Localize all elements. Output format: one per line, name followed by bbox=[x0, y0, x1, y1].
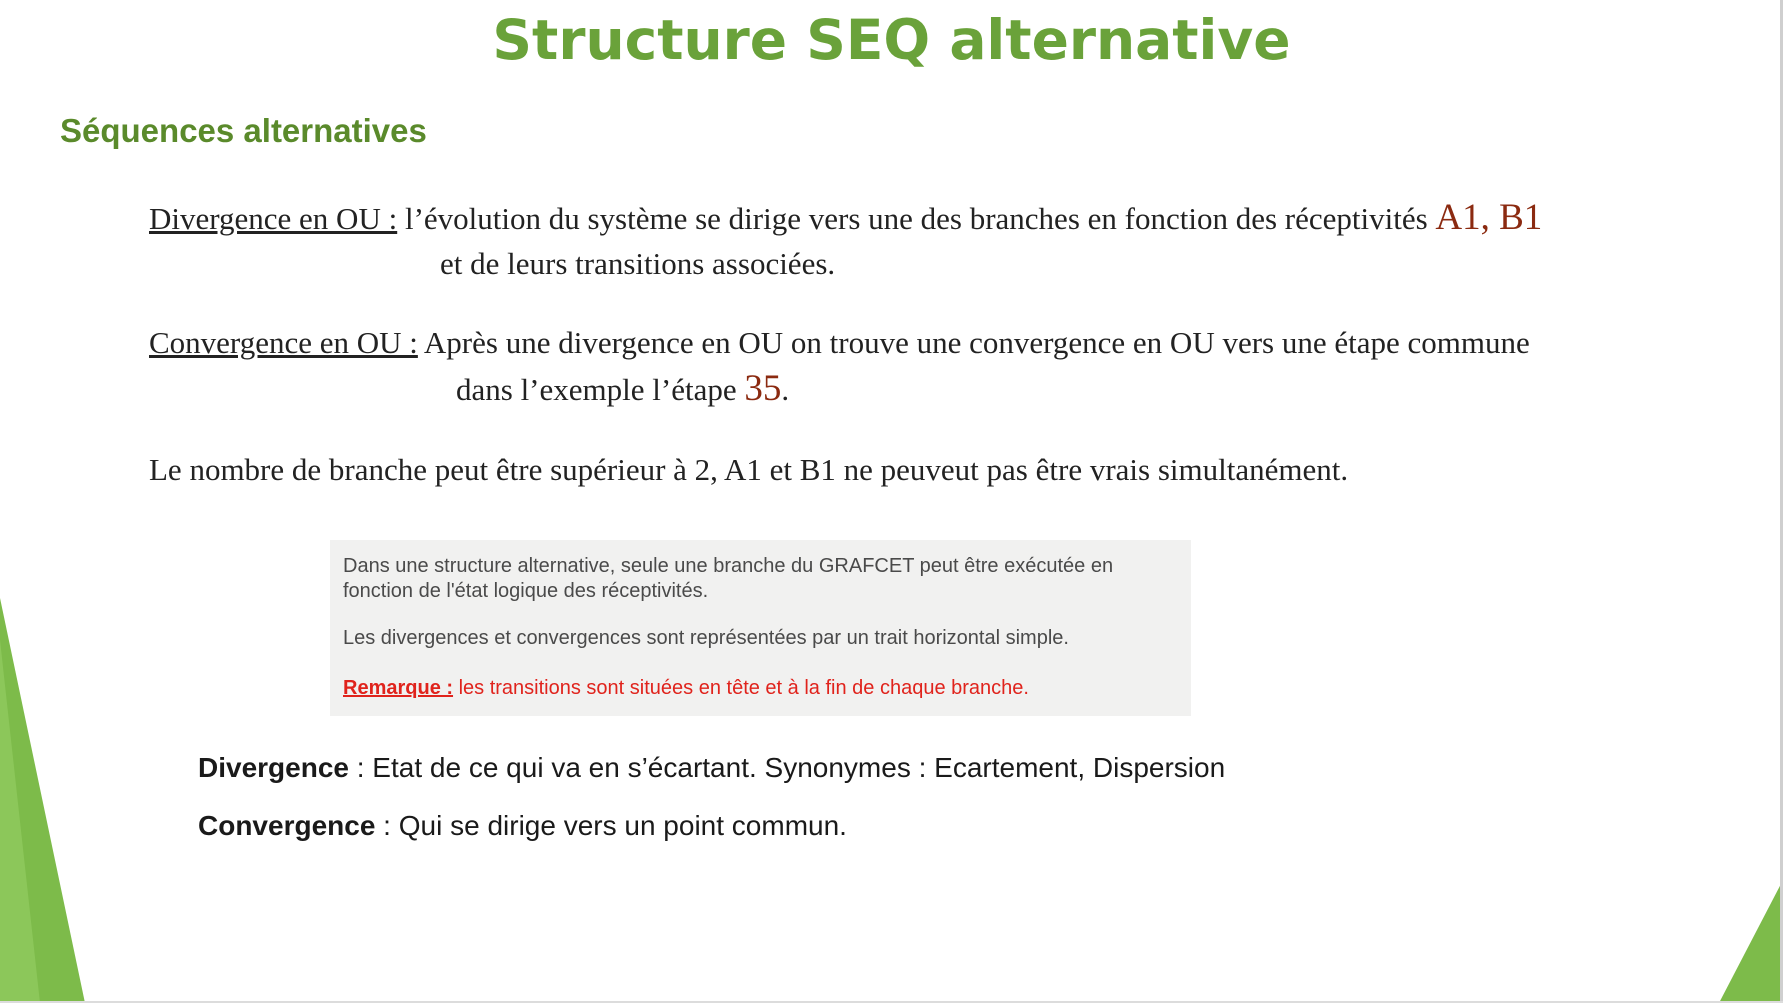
divergence-label: Divergence en OU : bbox=[149, 201, 398, 236]
slide-title: Structure SEQ alternative bbox=[492, 8, 1291, 72]
definition-divergence bbox=[198, 752, 1225, 784]
right-green-decoration bbox=[1713, 0, 1783, 1003]
divergence-highlight: A1, B1 bbox=[1435, 197, 1543, 238]
divergence-text-line2: et de leurs transitions associées. bbox=[440, 246, 836, 281]
divergence-text-line1: l’évolution du système se dirige vers une des branches en fonction des réceptivités bbox=[397, 201, 1436, 236]
note-remarque bbox=[343, 676, 1183, 701]
convergence-paragraph bbox=[149, 321, 1530, 365]
definition-convergence-term: Convergence bbox=[198, 810, 376, 841]
remarque-text: les transitions sont situées en tête et à la fin de chaque branche. bbox=[453, 677, 1029, 699]
section-subtitle: Séquences alternatives bbox=[60, 112, 427, 149]
definition-convergence bbox=[198, 810, 847, 842]
convergence-text-line1: Après une divergence en OU on trouve une convergence en OU vers une étape commune bbox=[417, 325, 1530, 360]
branch-note: Le nombre de branche peut être supérieur à 2, A1 et B1 ne peuveut pas être vrais simultanément. bbox=[149, 452, 1349, 487]
convergence-line2-suffix: . bbox=[781, 372, 790, 407]
divergence-paragraph bbox=[149, 196, 1542, 241]
definition-convergence-text: : Qui se dirige vers un point commun. bbox=[375, 810, 847, 841]
convergence-line2-prefix: dans l’exemple l’étape bbox=[456, 372, 745, 407]
note-line1: Dans une structure alternative, seule une branche du GRAFCET peut être exécutée en fonction de l'état logique des réceptivités. bbox=[343, 555, 1114, 602]
note-line2: Les divergences et convergences sont représentées par un trait horizontal simple. bbox=[343, 627, 1069, 649]
info-note-box bbox=[330, 540, 1191, 716]
definition-divergence-text: : Etat de ce qui va en s’écartant. Synonymes : Ecartement, Dispersion bbox=[348, 752, 1226, 783]
convergence-label: Convergence en OU : bbox=[149, 325, 418, 360]
convergence-line2 bbox=[456, 367, 789, 412]
left-green-decoration bbox=[0, 0, 90, 1003]
definition-divergence-term: Divergence bbox=[198, 752, 349, 783]
convergence-highlight: 35 bbox=[744, 368, 782, 409]
remarque-label: Remarque : bbox=[343, 677, 454, 699]
